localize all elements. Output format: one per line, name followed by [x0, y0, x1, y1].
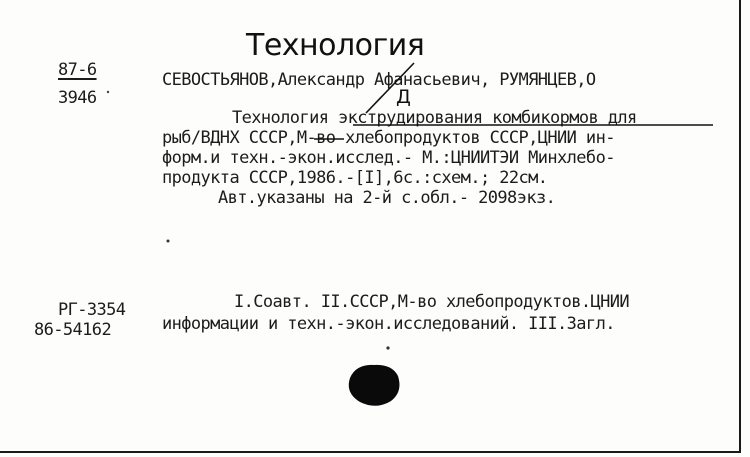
description-line-2: рыб/ВДНХ СССР,М-во хлебопродуктов СССР,ЦНИИ ин- [162, 128, 615, 148]
tracing-line-2: информации и техн.-экон.исследований. III.Загл. [162, 314, 615, 334]
punch-hole [349, 365, 400, 406]
subject-heading: Технология [246, 28, 425, 63]
description-line-5: Авт.указаны на 2-й с.обл.- 2098экз. [218, 188, 556, 208]
description-line-4: продукта СССР,1986.-[I],6с.:схем.; 22см. [162, 168, 548, 188]
shelf-number-1: РГ-3354 [58, 300, 126, 320]
ink-dot [107, 91, 109, 93]
ink-dot [386, 346, 389, 349]
description-line-3: форм.и техн.-экон.исслед.- М.:ЦНИИТЭИ Минхлебо- [162, 148, 615, 168]
call-number-bottom: 3946 [58, 88, 97, 108]
ink-dot [167, 240, 170, 243]
call-number-top: 87-6 [58, 60, 97, 80]
description-line-1: Технология экструдирования комбикормов для [232, 108, 637, 128]
author-line: СЕВОСТЬЯНОВ,Александр Афанасьевич, РУМЯНЦЕВ,О [162, 70, 596, 90]
author-correction: Д [396, 86, 411, 108]
tracing-line-1: I.Соавт. II.СССР,М-во хлебопродуктов.ЦНИИ [234, 292, 630, 312]
correction-slash [366, 63, 414, 113]
shelf-number-2: 86-54162 [34, 320, 112, 340]
